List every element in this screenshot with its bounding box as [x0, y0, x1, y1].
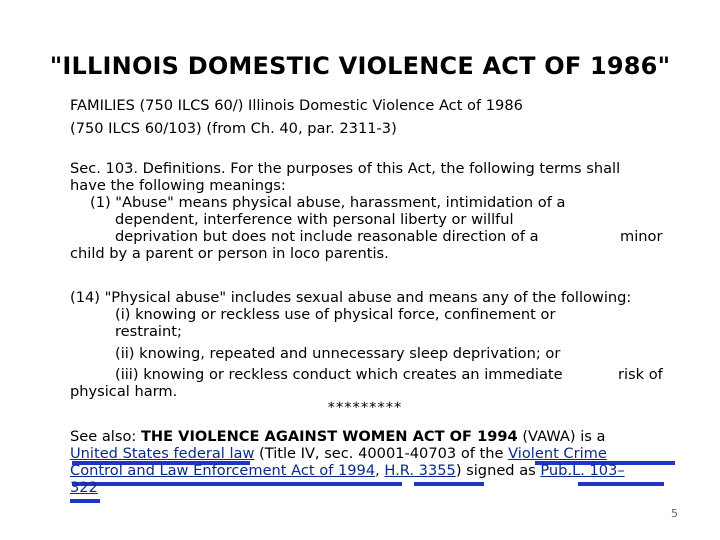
physical-abuse-iii-right: risk of: [618, 366, 663, 383]
see-also-prefix: See also:: [70, 428, 141, 445]
physical-abuse-iii: (iii) knowing or reckless conduct which creates an immediate: [115, 366, 563, 383]
abuse-def-line-3: deprivation but does not include reasonable direction of a: [115, 228, 539, 245]
abuse-def-line-3-right: minor: [620, 228, 663, 245]
highlight-bar: [72, 482, 402, 486]
physical-abuse-line-1: (14) "Physical abuse" includes sexual abuse and means any of the following:: [70, 289, 632, 306]
see-also-mid-1: (Title IV, sec. 40001-40703 of the: [254, 445, 509, 462]
hr3355-link[interactable]: H.R. 3355: [384, 462, 456, 479]
highlight-bar: [70, 499, 100, 503]
publ-link-cont[interactable]: 322: [70, 479, 98, 496]
sec103-line-2: have the following meanings:: [70, 177, 286, 194]
separator-stars: *********: [327, 399, 403, 416]
see-also-line-3: [70, 462, 625, 479]
abuse-def-line-2: dependent, interference with personal liberty or willful: [115, 211, 514, 228]
see-also-mid-2: ) signed as: [455, 462, 541, 479]
publ-link[interactable]: Pub.L. 103–: [540, 462, 625, 479]
see-also-line-1: [70, 428, 605, 445]
highlight-bar: [578, 482, 664, 486]
violent-crime-link[interactable]: Violent Crime: [508, 445, 607, 462]
physical-abuse-ii: (ii) knowing, repeated and unnecessary sleep deprivation; or: [115, 345, 561, 362]
header-line-2: (750 ILCS 60/103) (from Ch. 40, par. 2311-3): [70, 120, 397, 137]
physical-abuse-i-2: restraint;: [115, 323, 182, 340]
slide-title: "ILLINOIS DOMESTIC VIOLENCE ACT OF 1986": [49, 52, 671, 80]
vawa-title: THE VIOLENCE AGAINST WOMEN ACT OF 1994: [140, 428, 518, 445]
violent-crime-act-link[interactable]: Control and Law Enforcement Act of 1994: [70, 462, 376, 479]
sec103-line-1: Sec. 103. Definitions. For the purposes of this Act, the following terms shall: [70, 160, 621, 177]
us-federal-law-link[interactable]: United States federal law: [70, 445, 255, 462]
header-line-1: FAMILIES (750 ILCS 60/) Illinois Domestic Violence Act of 1986: [70, 97, 523, 114]
physical-abuse-end: physical harm.: [70, 383, 178, 400]
see-also-line-2: [70, 445, 607, 462]
abuse-def-line-4: child by a parent or person in loco parentis.: [70, 245, 389, 262]
slide-number: 5: [671, 507, 678, 520]
see-also-after-bold: (VAWA) is a: [517, 428, 606, 445]
highlight-bar: [414, 482, 484, 486]
physical-abuse-i-1: (i) knowing or reckless use of physical force, confinement or: [115, 306, 556, 323]
see-also-line-4: [70, 479, 98, 496]
see-also-comma: ,: [375, 462, 385, 479]
abuse-def-line-1: (1) "Abuse" means physical abuse, harassment, intimidation of a: [90, 194, 566, 211]
